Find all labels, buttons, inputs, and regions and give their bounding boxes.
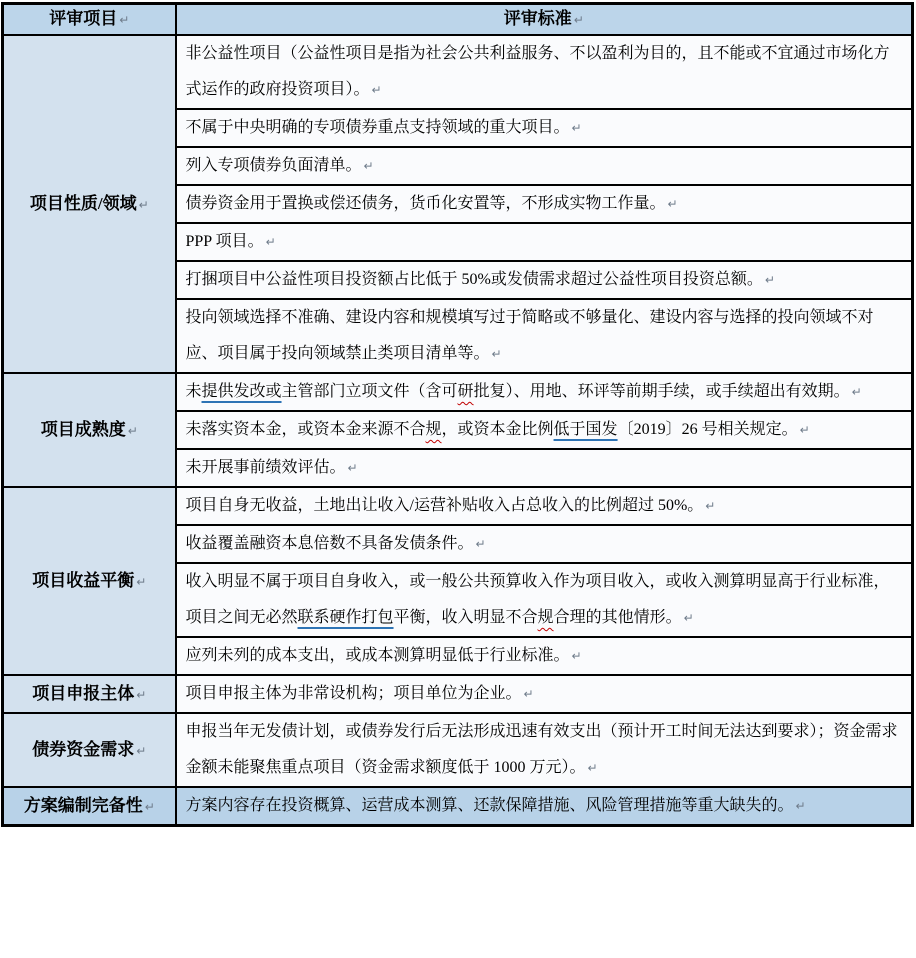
section-label-text: 项目收益平衡: [32, 570, 135, 590]
return-mark: ↵: [764, 273, 775, 287]
standard-text: [186, 497, 704, 514]
text-run: 申报当年无发债计划，或债券发行后无法形成迅速有效支出（预计开工时间无法达到要求）；资金需求金额未能聚焦重点项目（资金需求额度低于 1000 万元）。: [185, 723, 898, 776]
standard-text: [186, 233, 264, 250]
text-run: 不属于中央明确的专项债券重点支持领域的重大项目。: [185, 119, 570, 136]
text-run: PPP 项目。: [185, 233, 264, 250]
return-mark: ↵: [683, 611, 694, 625]
standard-cell: [176, 185, 913, 223]
text-run: 收入明显不属于项目自身收入，或一般公共预算收入作为项目收入，或收入测算明显高于行业标准，项目之间无必然: [185, 573, 890, 626]
standard-cell: [176, 637, 913, 675]
standard-text: [186, 271, 763, 288]
return-mark: ↵: [127, 423, 138, 438]
text-run: 债券资金用于置换或偿还债务，货币化安置等，不形成实物工作量。: [185, 195, 666, 212]
standard-cell: [176, 675, 913, 713]
section-label-bond-fund-demand: [3, 713, 176, 787]
standard-text: [186, 535, 474, 552]
standard-text: [186, 573, 890, 626]
standard-cell: [176, 487, 913, 525]
standard-cell: [176, 373, 913, 411]
standard-cell: [176, 713, 913, 787]
text-run: 应列未列的成本支出，或成本测算明显低于行业标准。: [185, 647, 570, 664]
text-run: 〔2019〕26 号相关规定。: [617, 421, 798, 438]
text-run: 合理的其他情形。: [553, 609, 682, 626]
return-mark: ↵: [571, 121, 582, 135]
standard-cell: [176, 109, 913, 147]
section-label-project-maturity: [3, 373, 176, 487]
section-label-plan-completeness: [3, 787, 176, 826]
return-mark: ↵: [523, 687, 534, 701]
table-row-highlighted: [3, 787, 913, 826]
text-run: 主管部门立项文件（含可: [281, 383, 458, 400]
standard-cell: [176, 449, 913, 487]
return-mark: ↵: [136, 743, 147, 758]
return-mark: ↵: [265, 235, 276, 249]
standard-cell: [176, 563, 913, 637]
standard-cell: [176, 299, 913, 373]
standard-cell: [176, 411, 913, 449]
grammar-underlined-text: 低于国发: [553, 421, 618, 438]
spellcheck-flagged-text: 规: [425, 421, 442, 438]
table-row: [3, 373, 913, 411]
text-run: ，或资本金比例: [441, 421, 554, 438]
column-header-review-item: [3, 4, 176, 36]
text-run: 投向领域选择不准确、建设内容和规模填写过于简略或不够量化、建设内容与选择的投向领域不对应、项目属于投向领域禁止类项目清单等。: [185, 309, 874, 362]
standard-cell: [176, 525, 913, 563]
text-run: 方案内容存在投资概算、运营成本测算、还款保障措施、风险管理措施等重大缺失的。: [185, 797, 794, 814]
return-mark: ↵: [587, 761, 598, 775]
return-mark: ↵: [475, 537, 486, 551]
text-run: 列入专项债券负面清单。: [185, 157, 362, 174]
return-mark: ↵: [347, 461, 358, 475]
return-mark: ↵: [138, 197, 149, 212]
return-mark: ↵: [799, 423, 810, 437]
section-label-applicant-entity: [3, 675, 176, 713]
standard-text: [186, 45, 890, 98]
column-header-item-text: 评审项目: [49, 9, 118, 28]
standard-text: [186, 647, 570, 664]
standard-text: [186, 383, 850, 400]
text-run: 非公益性项目（公益性项目是指为社会公共利益服务、不以盈利为目的，且不能或不宜通过市场化方式运作的政府投资项目）。: [185, 45, 890, 98]
section-label-text: 债券资金需求: [32, 739, 135, 759]
standard-text: [186, 157, 362, 174]
column-header-standard-text: 评审标准: [503, 9, 572, 28]
table-header-row: [3, 4, 913, 36]
section-label-text: 项目性质/领域: [29, 193, 137, 213]
section-label-project-nature: [3, 35, 176, 373]
standard-cell: [176, 787, 913, 826]
return-mark: ↵: [144, 799, 155, 814]
table-row: [3, 713, 913, 787]
return-mark: ↵: [851, 385, 862, 399]
text-run: 项目申报主体为非常设机构；项目单位为企业。: [185, 685, 522, 702]
standard-cell: [176, 147, 913, 185]
section-label-revenue-balance: [3, 487, 176, 675]
grammar-underlined-text: 联系硬作打包: [297, 609, 394, 626]
text-run: 打捆项目中公益性项目投资额占比低于 50%或发债需求超过公益性项目投资总额。: [185, 271, 763, 288]
standard-cell: [176, 35, 913, 109]
standard-cell: [176, 261, 913, 299]
return-mark: ↵: [119, 13, 130, 27]
spellcheck-flagged-text: 研: [457, 383, 474, 400]
text-run: 收益覆盖融资本息倍数不具备发债条件。: [185, 535, 474, 552]
section-label-text: 方案编制完备性: [23, 795, 143, 815]
standard-cell: [176, 223, 913, 261]
standard-text: [186, 685, 522, 702]
return-mark: ↵: [573, 13, 584, 27]
grammar-underlined-text: 提供发改或: [201, 383, 282, 400]
table-row: [3, 675, 913, 713]
standard-text: [186, 309, 874, 362]
return-mark: ↵: [371, 83, 382, 97]
spellcheck-flagged-text: 规: [537, 609, 554, 626]
section-label-text: 项目申报主体: [32, 683, 135, 703]
column-header-review-standard: [176, 4, 913, 36]
text-run: 未落实资本金，或资本金来源不合: [185, 421, 426, 438]
standard-text: [186, 797, 794, 814]
text-run: 未: [185, 383, 202, 400]
return-mark: ↵: [491, 347, 502, 361]
review-criteria-table: [1, 2, 914, 827]
return-mark: ↵: [705, 499, 716, 513]
return-mark: ↵: [136, 574, 147, 589]
standard-text: [186, 421, 798, 438]
standard-text: [186, 195, 666, 212]
text-run: 平衡，收入明显不合: [393, 609, 538, 626]
text-run: 批复）、用地、环评等前期手续，或手续超出有效期。: [473, 383, 850, 400]
standard-text: [186, 459, 346, 476]
text-run: 未开展事前绩效评估。: [185, 459, 346, 476]
text-run: 项目自身无收益，土地出让收入/运营补贴收入占总收入的比例超过 50%。: [185, 497, 704, 514]
table-row: [3, 35, 913, 109]
return-mark: ↵: [363, 159, 374, 173]
table-row: [3, 487, 913, 525]
return-mark: ↵: [571, 649, 582, 663]
return-mark: ↵: [136, 687, 147, 702]
standard-text: [186, 723, 898, 776]
return-mark: ↵: [795, 799, 806, 813]
return-mark: ↵: [667, 197, 678, 211]
section-label-text: 项目成熟度: [40, 419, 126, 439]
standard-text: [186, 119, 570, 136]
